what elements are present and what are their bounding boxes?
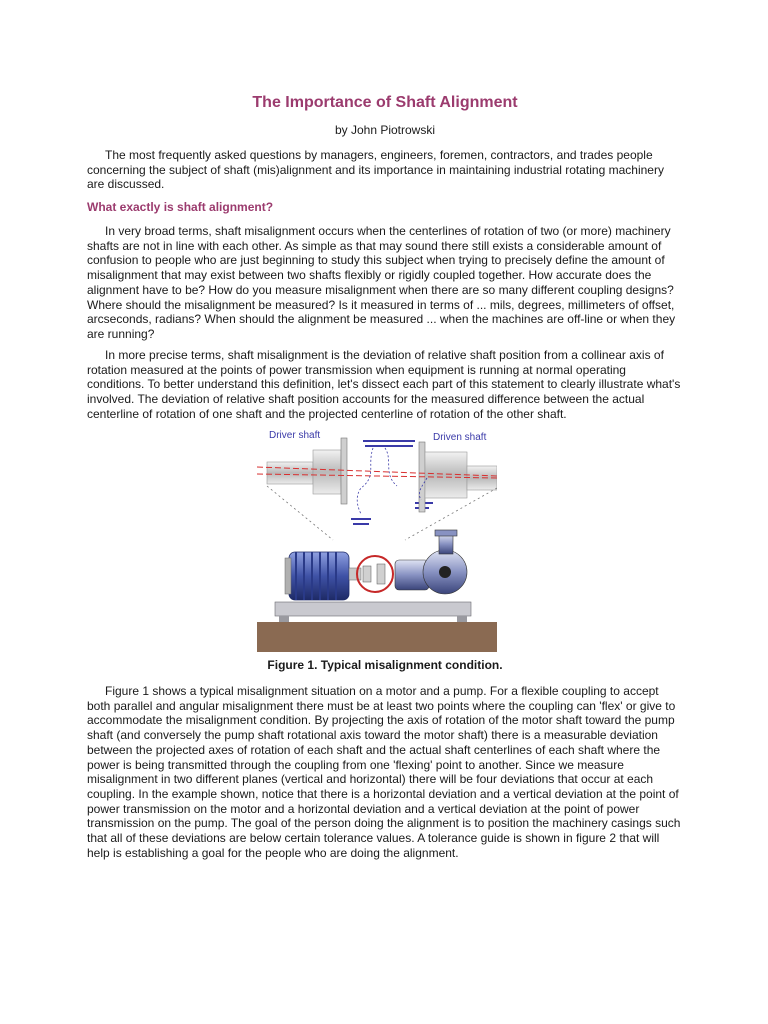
base-foot <box>279 616 289 622</box>
coupling-hub-right <box>377 564 385 584</box>
driven-shaft-label: Driven shaft <box>433 432 487 443</box>
floor-foundation <box>257 622 497 652</box>
coupling-hub-left <box>363 566 371 582</box>
page-title: The Importance of Shaft Alignment <box>252 94 518 111</box>
motor <box>285 552 361 600</box>
base-foot <box>457 616 467 622</box>
coupling-highlight-circle <box>357 556 393 592</box>
misalignment-illustration <box>257 426 497 652</box>
paragraph-precise-terms: In more precise terms, shaft misalignment is the deviation of relative shaft position from a collinear axis of rotation measured at the points of power transmission when equipment is running at normal operating conditions. To better understand this definition, let's dissect each part of this statement to clearly illustrate what's involved. The deviation of relative shaft position accounts for the measured difference between the actual centerline of rotation of one shaft and the projected centerline of rotation of the other shaft. <box>87 348 681 421</box>
misalignment-figure <box>257 426 497 652</box>
intro-paragraph: The most frequently asked questions by managers, engineers, foremen, contractors, and trades people concerning the subject of shaft (mis)alignment and its importance in maintaining industrial rotating machinery are discussed. <box>87 148 664 192</box>
paragraph-broad-terms: In very broad terms, shaft misalignment occurs when the centerlines of rotation of two (or more) machinery shafts are not in line with each other. As simple as that may sound there still exists a considerable amount of confusion to people who are just beginning to study this subject when trying to precisely define the amount of misalignment that may exist between two shafts flexibly or rigidly coupled together. How accurate does the alignment have to be? How do you measure misalignment when there are so many different coupling designs? Where should the misalignment be measured? Is it measured in terms of ... mils, degrees, millimeters of offset, arcseconds, radians? When should the alignment be measured ... when the machines are off-line or when they are running? <box>87 224 676 341</box>
offset-leader <box>385 448 397 486</box>
author-byline: by John Piotrowski <box>334 123 436 137</box>
driver-shaft <box>267 438 347 504</box>
pump <box>395 530 467 594</box>
angular-deviation-leader <box>357 448 373 514</box>
machine-baseplate <box>275 602 471 616</box>
paragraph-figure-explanation: Figure 1 shows a typical misalignment situation on a motor and a pump. For a flexible coupling to accept both parallel and angular misalignment there must be at least two points where the coupling can 'flex' or give to accommodate the misalignment condition. By projecting the axis of rotation of the motor shaft toward the pump shaft (and conversely the pump shaft rotational axis toward the motor shaft) there is a measurable deviation between the projected axes of rotation of each shaft and the actual shaft centerlines of each shaft where the power is being transmitted through the coupling from one 'flexing' point to another. Since we measure misalignment in two different planes (vertical and horizontal) there will be four deviations that occur at each coupling. In the example shown, notice that there is a horizontal deviation and a vertical deviation at the point of power transmission on the motor and a horizontal deviation and a vertical deviation at the point of power transmission on the pump. The goal of the person doing the alignment is to position the machinery casings such that all of these deviations are below certain tolerance values. A tolerance guide is shown in figure 2 that will help is establishing a goal for the people who are doing the alignment. <box>87 684 681 860</box>
section-heading: What exactly is shaft alignment? <box>87 200 274 214</box>
driver-shaft-label: Driver shaft <box>269 430 321 441</box>
figure-caption: Figure 1. Typical misalignment condition. <box>267 658 503 672</box>
